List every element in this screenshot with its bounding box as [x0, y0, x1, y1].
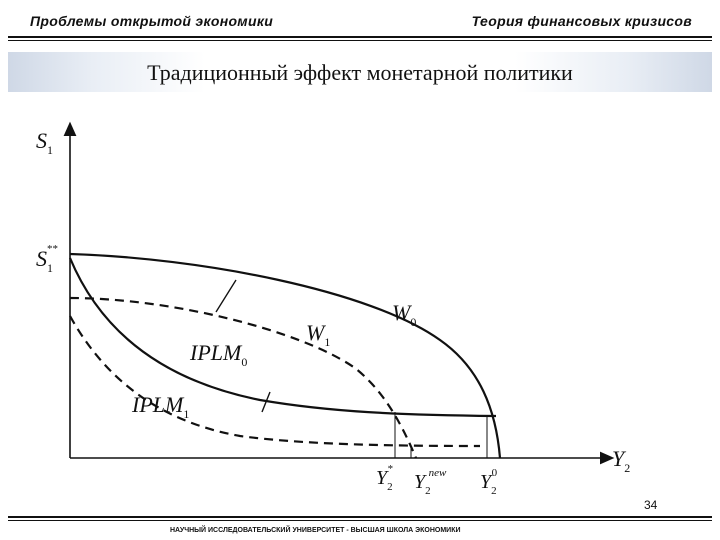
footer-divider: [8, 516, 712, 518]
header-right-title: Теория финансовых кризисов: [471, 13, 692, 29]
footer-text: НАУЧНЫЙ ИССЛЕДОВАТЕЛЬСКИЙ УНИВЕРСИТЕТ - ВЫСШАЯ ШКОЛА ЭКОНОМИКИ: [170, 527, 461, 534]
pointer-iplm0: [216, 280, 236, 312]
y-new-label: $Y_2new$: [414, 467, 447, 497]
iplm0-label: $IPLM_0$: [190, 340, 248, 369]
footer-divider-thin: [8, 520, 712, 521]
header-left-title: Проблемы открытой экономики: [30, 13, 274, 29]
w0-label: $W_0$: [392, 300, 417, 329]
w0-curve: [70, 254, 500, 458]
w1-curve: [70, 298, 416, 458]
slide-title: Традиционный эффект монетарной политики: [147, 60, 573, 85]
iplm1-label: $IPLM_1$: [132, 392, 190, 421]
y-zero-label: $Y_20$: [480, 467, 498, 497]
page-number: 34: [644, 498, 658, 512]
y-star-label: $Y_2*$: [376, 463, 394, 493]
y-mark-label: $S_1**$: [36, 243, 58, 275]
w1-label: $W_1$: [306, 320, 331, 349]
y-axis-label: $S_1$: [36, 128, 53, 157]
iplm1-curve: [70, 316, 480, 446]
x-axis-label: $Y_2$: [612, 446, 631, 475]
